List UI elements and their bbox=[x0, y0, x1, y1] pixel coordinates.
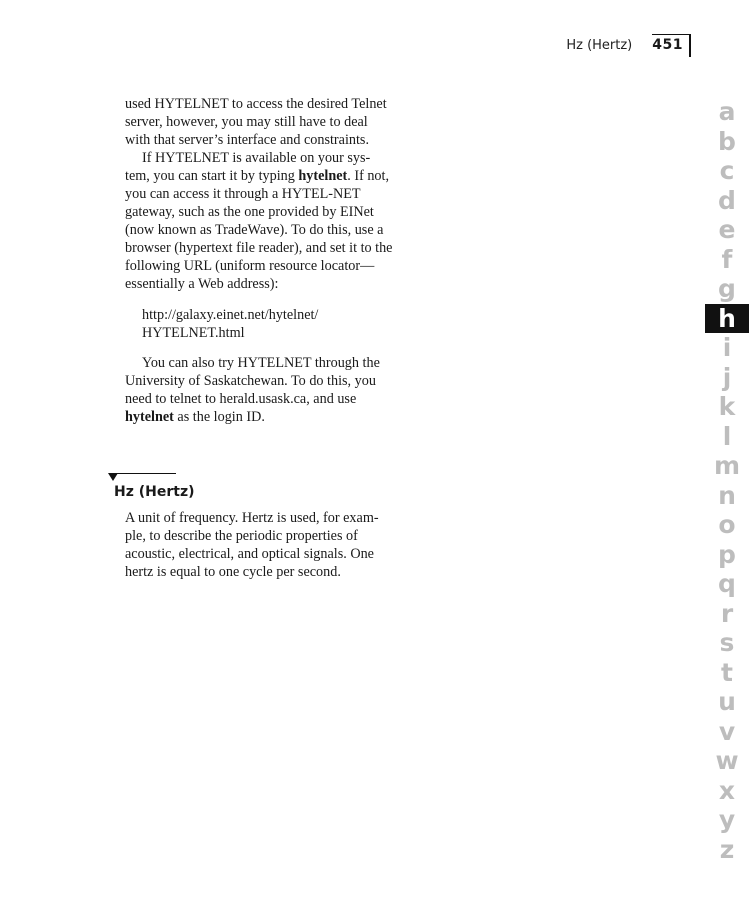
command-hytelnet: hytelnet bbox=[298, 168, 348, 184]
paragraph-1: used HYTELNET to access the desired Telnet server, however, you may still have to deal with that server’s interface and constraints. bbox=[125, 96, 387, 148]
thumb-letter-q: q bbox=[718, 569, 736, 598]
login-id-hytelnet: hytelnet bbox=[125, 409, 174, 425]
thumb-letter-h: h bbox=[705, 304, 749, 334]
entry-definition: A unit of frequency. Hertz is used, for exam-ple, to describe the periodic properties of acoustic, electrical, and optical signals. One hertz is equal to one cycle per second. bbox=[125, 510, 379, 580]
entry-title: Hz (Hertz) bbox=[114, 484, 195, 500]
thumb-letter-k: k bbox=[718, 392, 736, 421]
thumb-letter-y: y bbox=[718, 805, 736, 834]
thumb-letter-o: o bbox=[718, 510, 736, 539]
thumb-letter-l: l bbox=[722, 421, 732, 451]
thumb-letter-g: g bbox=[718, 274, 736, 303]
triangle-marker-icon bbox=[108, 473, 118, 481]
thumb-letter-f: f bbox=[721, 244, 733, 274]
entry-rule-line bbox=[112, 473, 176, 474]
thumb-letter-e: e bbox=[718, 215, 736, 244]
paragraph-2 bbox=[125, 149, 395, 293]
paragraph-3-text-a: You can also try HYTELNET through the University of Saskatchewan. To do this, you need to telnet to herald.usask.ca, and use bbox=[125, 355, 380, 407]
thumb-letter-j: j bbox=[722, 362, 732, 392]
page-number: 451 bbox=[652, 34, 691, 57]
thumb-letter-w: w bbox=[715, 746, 739, 775]
paragraph-3 bbox=[125, 354, 395, 426]
url-block bbox=[142, 306, 395, 342]
thumb-letter-b: b bbox=[718, 126, 736, 156]
thumb-letter-s: s bbox=[719, 628, 735, 657]
thumb-letter-x: x bbox=[718, 775, 736, 805]
thumb-letter-v: v bbox=[718, 716, 736, 746]
thumb-letter-n: n bbox=[718, 480, 736, 510]
running-title: Hz (Hertz) bbox=[566, 38, 633, 53]
alphabet-thumb-index bbox=[705, 97, 749, 864]
thumb-letter-z: z bbox=[719, 834, 735, 864]
body-text bbox=[125, 95, 395, 426]
thumb-letter-p: p bbox=[718, 539, 736, 569]
thumb-letter-c: c bbox=[719, 156, 735, 185]
url-line-2: HYTELNET.html bbox=[142, 325, 245, 341]
paragraph-3-text-b: as the login ID. bbox=[173, 409, 265, 425]
entry-rule bbox=[108, 471, 398, 481]
thumb-letter-m: m bbox=[713, 451, 741, 480]
thumb-letter-t: t bbox=[721, 657, 733, 687]
thumb-letter-u: u bbox=[718, 687, 736, 716]
running-head bbox=[566, 33, 691, 57]
glossary-entry bbox=[108, 471, 398, 581]
paragraph-2-text-a: If HYTELNET is available on your sys-tem, you can start it by typing bbox=[125, 150, 371, 184]
url-line-1: http://galaxy.einet.net/hytelnet/ bbox=[142, 307, 319, 323]
paragraph-2-text-b: . If not, you can access it through a HYTEL-NET gateway, such as the one provided by EINet (now known as TradeWave). To do this, use a browser (hypertext file reader), and set it to the following URL (uniform resource locator—essentially a Web address): bbox=[125, 168, 393, 292]
thumb-letter-r: r bbox=[720, 598, 734, 628]
thumb-letter-d: d bbox=[718, 185, 736, 215]
thumb-letter-a: a bbox=[718, 97, 736, 126]
thumb-letter-i: i bbox=[722, 333, 732, 362]
